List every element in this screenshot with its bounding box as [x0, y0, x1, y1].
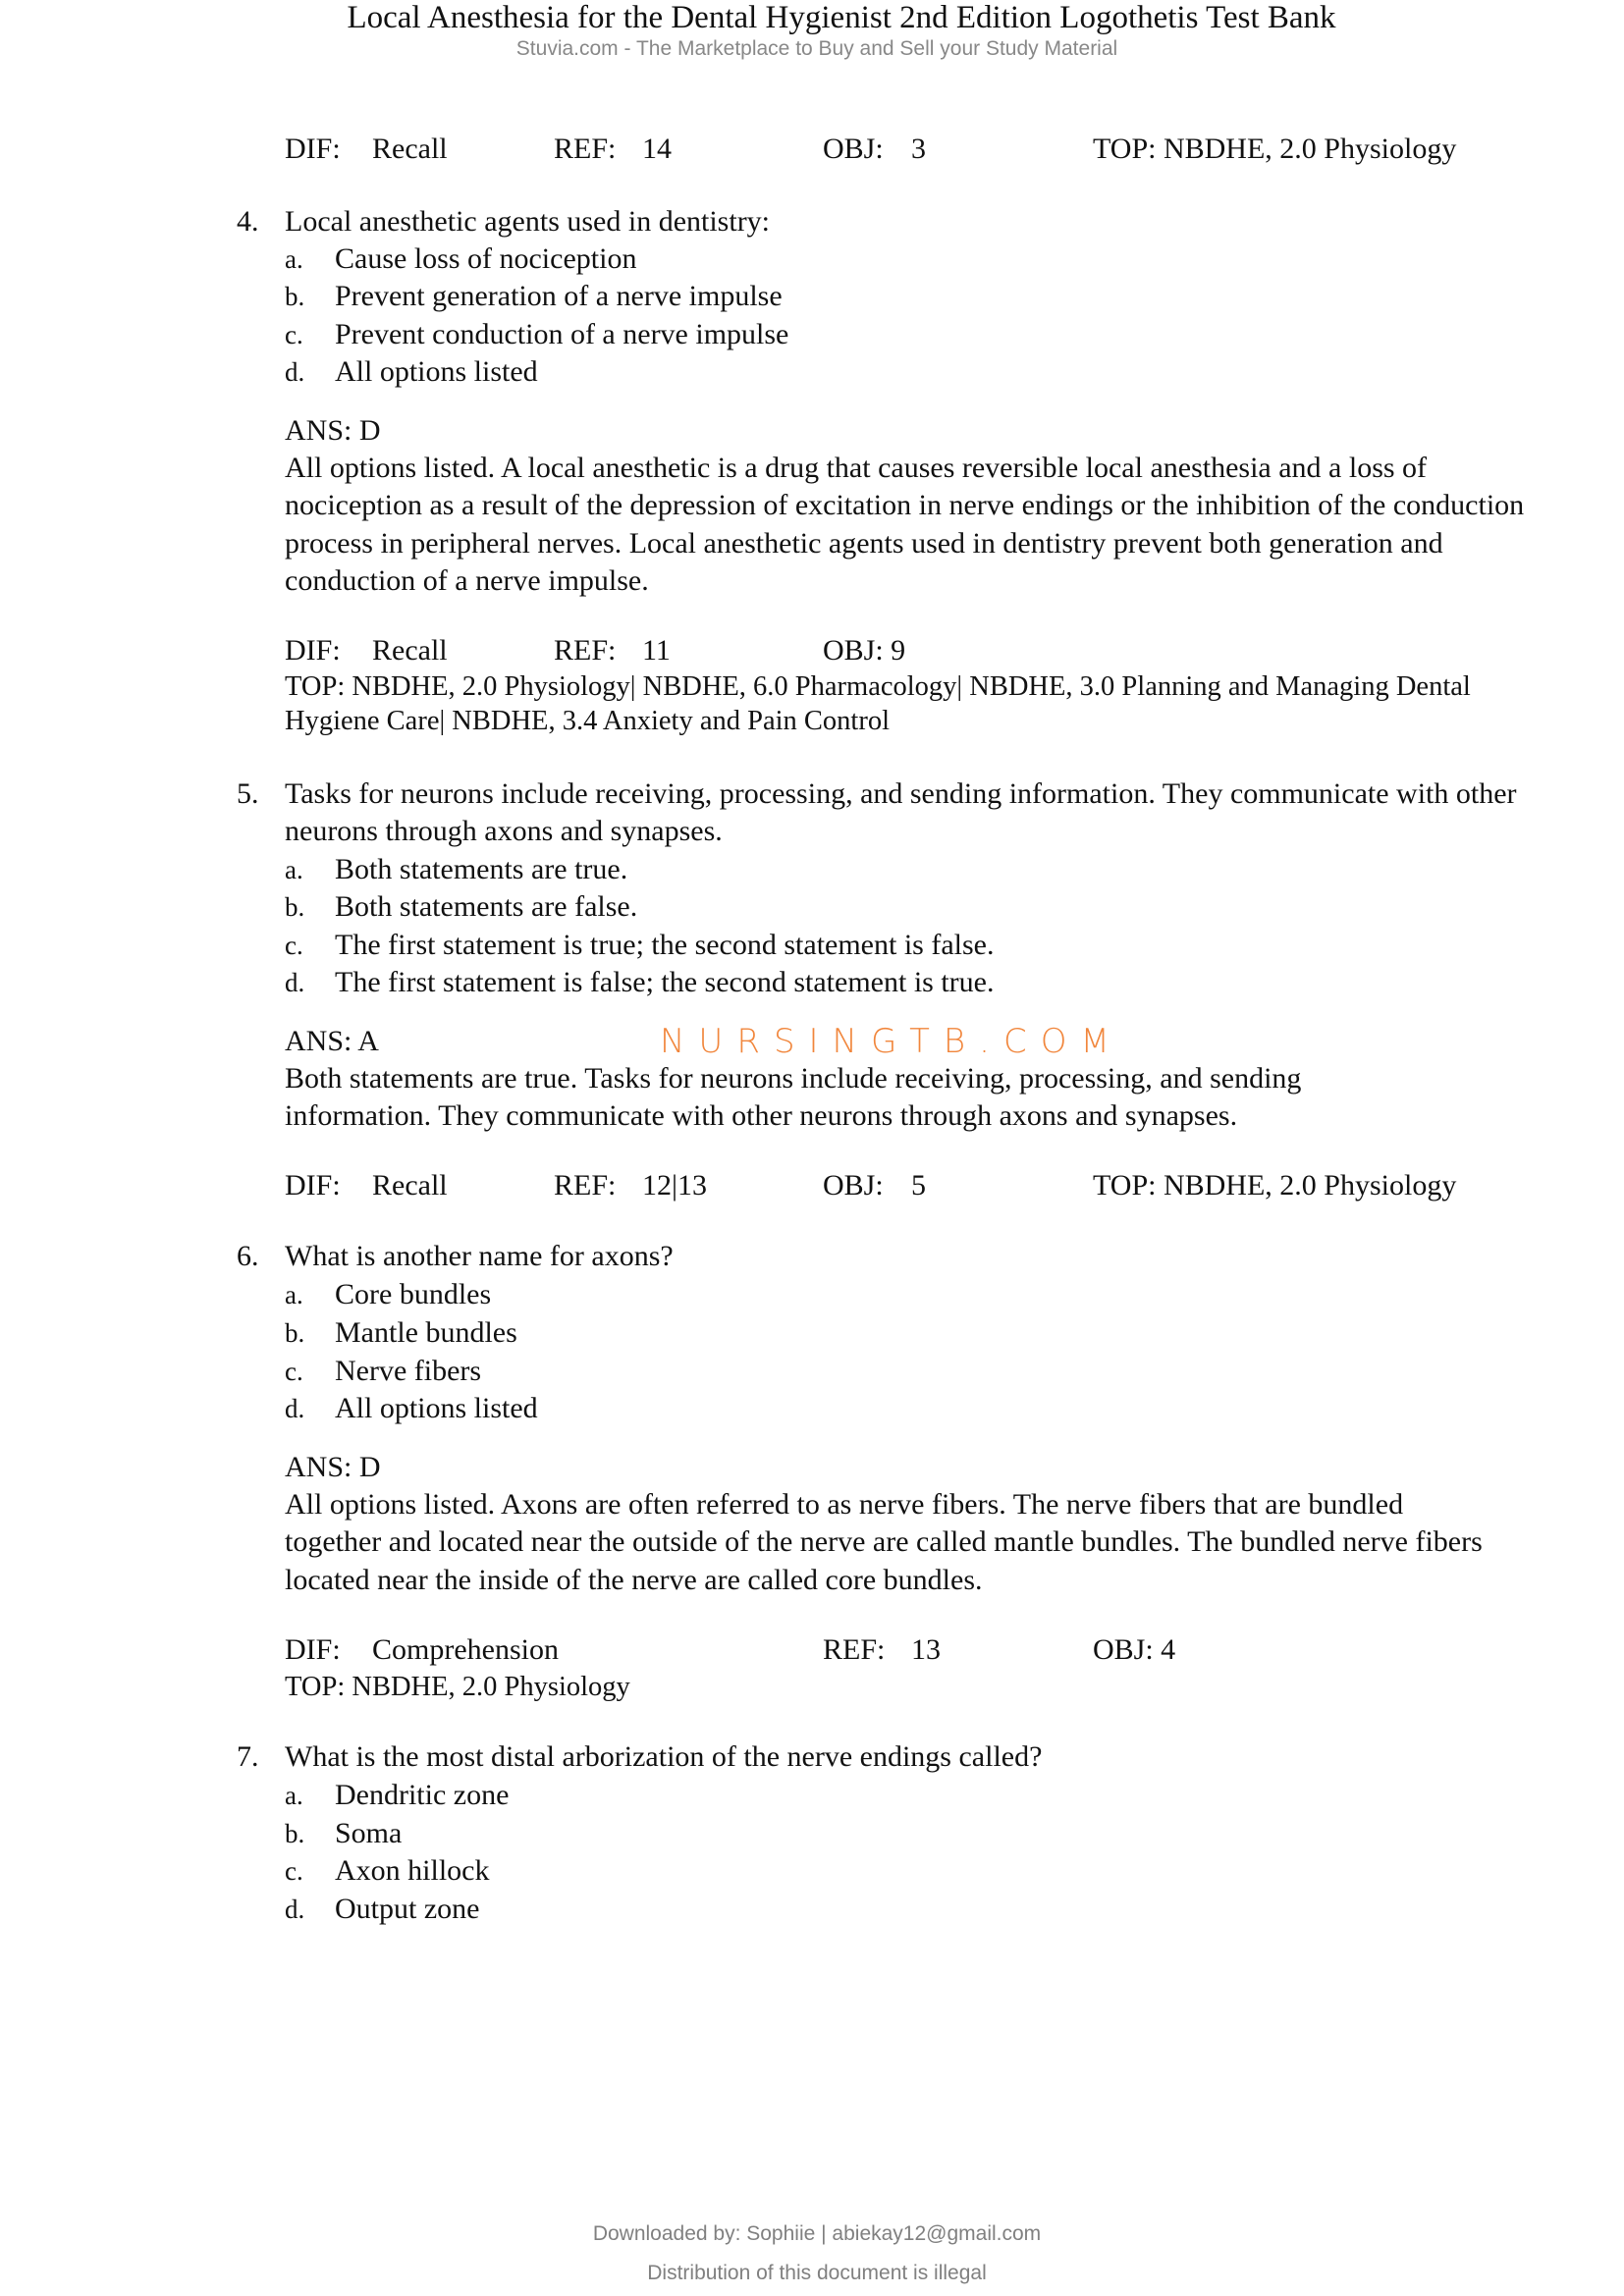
dif-value: Comprehension	[372, 1633, 559, 1666]
question-text: Local anesthetic agents used in dentistry:	[285, 205, 771, 238]
dif-label: DIF:	[285, 1633, 341, 1666]
option-letter: d.	[285, 357, 305, 387]
option-text: Soma	[335, 1817, 403, 1849]
question-text: What is another name for axons?	[285, 1240, 674, 1272]
option-letter: a.	[285, 855, 303, 884]
option-letter: c.	[285, 931, 303, 960]
dif-value: Recall	[372, 634, 448, 667]
option-text: Core bundles	[335, 1278, 492, 1310]
option-letter: c.	[285, 1357, 303, 1386]
topic: TOP: NBDHE, 2.0 Physiology	[1093, 1169, 1457, 1201]
stuvia-banner: Stuvia.com - The Marketplace to Buy and Sell your Study Material	[515, 37, 1118, 60]
downloaded-by-footer: Downloaded by: Sophiie | abiekay12@gmail.com	[592, 2222, 1042, 2245]
topic: TOP: NBDHE, 2.0 Physiology| NBDHE, 6.0 Pharmacology| NBDHE, 3.0 Planning and Managing Dental Hygiene Care| NBDHE, 3.4 Anxiety and Pain Control	[285, 671, 1471, 736]
option-letter: a.	[285, 244, 303, 274]
question-6-meta	[0, 1631, 1624, 1669]
obj-value: OBJ: 9	[823, 634, 906, 667]
option-text: All options listed	[335, 355, 538, 388]
option-letter: b.	[285, 892, 305, 922]
option-text: Output zone	[335, 1893, 480, 1925]
option-text: Axon hillock	[335, 1854, 490, 1887]
option-letter: d.	[285, 1895, 305, 1924]
option-text: Prevent conduction of a nerve impulse	[335, 318, 789, 350]
question-text: What is the most distal arborization of the nerve endings called?	[285, 1740, 1043, 1773]
answer: ANS: A	[285, 1025, 379, 1057]
option-letter: a.	[285, 1781, 303, 1810]
dif-label: DIF:	[285, 1169, 341, 1201]
ref-label: REF:	[554, 634, 617, 667]
ref-value: 12|13	[642, 1169, 708, 1201]
ref-label: REF:	[554, 133, 617, 165]
question-number: 4.	[237, 205, 259, 238]
topic: TOP: NBDHE, 2.0 Physiology	[285, 1672, 630, 1702]
question-number: 6.	[237, 1240, 259, 1272]
ref-value: 11	[642, 634, 671, 667]
option-letter: c.	[285, 1856, 303, 1886]
obj-value: 5	[911, 1169, 926, 1201]
question-4-meta	[0, 632, 1624, 669]
option-letter: b.	[285, 282, 305, 311]
rationale: All options listed. A local anesthetic is a drug that causes reversible local anesthesia and a loss of nociception as a result of the depression of excitation in nerve endings or the inhibition of the conduction process in peripheral nerves. Local anesthetic agents used in dentistry prevent both generation and conduction of a nerve impulse.	[285, 452, 1525, 597]
dif-value: Recall	[372, 133, 448, 165]
answer: ANS: D	[285, 1451, 381, 1483]
option-letter: d.	[285, 1394, 305, 1423]
obj-value: OBJ: 4	[1093, 1633, 1176, 1666]
option-text: Dendritic zone	[335, 1779, 510, 1811]
dif-label: DIF:	[285, 634, 341, 667]
option-text: All options listed	[335, 1392, 538, 1424]
question-text: Tasks for neurons include receiving, processing, and sending information. They communicate with other neurons through axons and synapses.	[285, 777, 1517, 848]
rationale: All options listed. Axons are often referred to as nerve fibers. The nerve fibers that are bundled together and located near the outside of the nerve are called mantle bundles. The bundled nerve fibers located near the inside of the nerve are called core bundles.	[285, 1488, 1483, 1596]
option-letter: d.	[285, 968, 305, 997]
question-number: 5.	[237, 777, 259, 810]
ref-value: 13	[911, 1633, 941, 1666]
dif-label: DIF:	[285, 133, 341, 165]
option-letter: a.	[285, 1280, 303, 1309]
obj-label: OBJ:	[823, 133, 884, 165]
option-letter: b.	[285, 1819, 305, 1848]
dif-value: Recall	[372, 1169, 448, 1201]
option-text: The first statement is true; the second statement is false.	[335, 929, 995, 961]
ref-value: 14	[642, 133, 672, 165]
rationale: Both statements are true. Tasks for neurons include receiving, processing, and sending information. They communicate with other neurons through axons and synapses.	[285, 1062, 1302, 1133]
question-number: 7.	[237, 1740, 259, 1773]
option-text: The first statement is false; the second statement is true.	[335, 966, 995, 998]
option-text: Nerve fibers	[335, 1355, 482, 1387]
document-title: Local Anesthesia for the Dental Hygienist 2nd Edition Logothetis Test Bank	[347, 0, 1336, 35]
ref-label: REF:	[554, 1169, 617, 1201]
question-5-meta	[0, 1167, 1624, 1204]
obj-value: 3	[911, 133, 926, 165]
obj-label: OBJ:	[823, 1169, 884, 1201]
option-letter: c.	[285, 320, 303, 349]
option-letter: b.	[285, 1318, 305, 1348]
question-3-meta	[0, 131, 1624, 168]
option-text: Mantle bundles	[335, 1316, 517, 1349]
distribution-notice: Distribution of this document is illegal	[647, 2262, 987, 2284]
topic: TOP: NBDHE, 2.0 Physiology	[1093, 133, 1457, 165]
ref-label: REF:	[823, 1633, 886, 1666]
option-text: Cause loss of nociception	[335, 242, 637, 275]
option-text: Both statements are true.	[335, 853, 628, 885]
option-text: Prevent generation of a nerve impulse	[335, 280, 783, 312]
nursingtb-watermark: NURSINGTB.COM	[660, 1022, 1123, 1061]
option-text: Both statements are false.	[335, 890, 638, 923]
answer: ANS: D	[285, 414, 381, 447]
